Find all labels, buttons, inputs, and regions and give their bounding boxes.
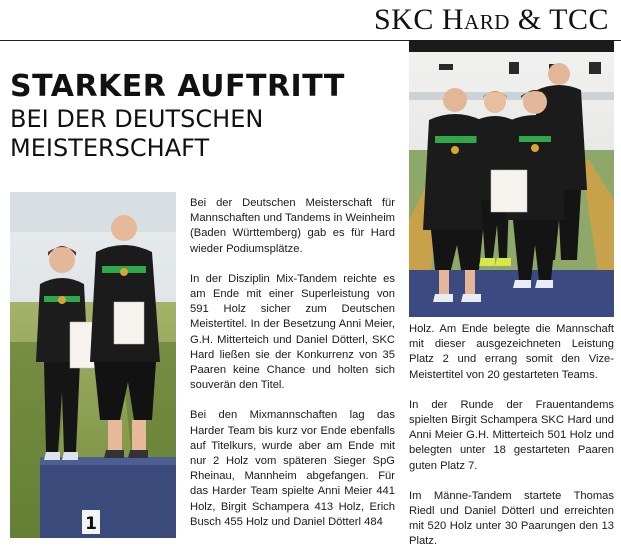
photo-podium [10,192,176,538]
headline-sub-line1: BEI DER DEUTSCHEN [10,105,264,133]
masthead-title: SKC Hard & TCC [374,3,609,36]
headline [10,70,400,162]
podium-number: 1 [85,514,97,534]
article-paragraph: In der Runde der Frauentandems spielten Birgit Schampera SKC Hard und Anni Meier G.H. Mitterteich 501 Holz und belegten unter 18 gestarteten Paaren guten Platz 7. [409,398,614,472]
article-paragraph: Holz. Am Ende belegte die Mannschaft mit dieser ausgezeichneten Leistung Platz 2 und errang somit den Vize-Meistertitel von 20 gestarteten Teams. [409,323,614,381]
article-paragraph: Im Männe-Tandem startete Thomas Riedl und Daniel Dötterl und erreichten mit 520 Holz unter 30 Paarungen den 13 Platz. [409,489,614,548]
headline-main: STARKER AUFTRITT [10,69,345,104]
article-paragraph: Bei den Mixmannschaften lag das Harder Team bis kurz vor Ende ebenfalls auf Titelkurs, wurde aber am Ende mit nur 2 Holz vom späteren Sieger SpG Rheinau, Mannheim abgefangen. Für das Harder Team spielte Anni Meier 441 Holz, Birgit Schampera 413 Holz, Erich Busch 455 Holz und Daniel Dötterl 484 [190,409,395,528]
article-paragraph: Bei der Deutschen Meisterschaft für Mannschaften und Tandems in Weinheim (Baden Württemberg) gab es für Hard wieder Podiumsplätze. [190,197,395,255]
headline-sub-line2: MEISTERSCHAFT [10,134,210,162]
photo-team [409,40,614,317]
article-paragraph: In der Disziplin Mix-Tandem reichte es am Ende mit einer Superleistung von 591 Holz sicher zum Deutschen Meistertitel. In der Besetzung Anni Meier, G.H. Mitterteich und Daniel Dötterl, SKC Hard ließen sie der Konkurrenz von 35 Paaren keine Chance und holten sich souverän den Titel. [190,272,395,392]
masthead [0,0,621,42]
article-column-right [409,322,614,549]
article-column-middle [190,196,395,545]
